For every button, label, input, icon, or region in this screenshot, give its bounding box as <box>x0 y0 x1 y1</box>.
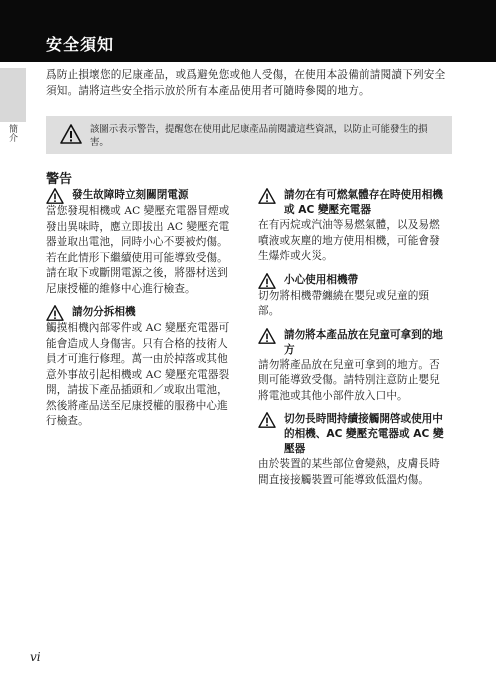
warning-item <box>46 305 236 430</box>
warning-item-title: 發生故障時立刻關閉電源 <box>72 189 189 201</box>
warning-item <box>258 412 448 488</box>
warning-triangle-icon <box>258 412 276 432</box>
warning-item-title: 請勿分拆相機 <box>72 306 136 318</box>
warning-item-body: 由於裝置的某些部位會變熱，皮膚長時間直接接觸裝置可能導致低溫灼傷。 <box>258 458 440 486</box>
warning-triangle-icon <box>60 124 82 148</box>
warning-notice-box <box>46 116 452 154</box>
warning-triangle-icon <box>258 328 276 348</box>
page-header <box>0 0 496 62</box>
warning-item-body: 當您發現相機或 AC 變壓充電器冒煙或發出異味時，應立即拔出 AC 變壓充電器並取出電池，同時小心不要被灼傷。若在此情形下繼續使用可能導致受傷。請在取下或斷開電源之後，將器材送到尼康授權的維修中心進行檢查。 <box>46 205 230 295</box>
intro-paragraph: 爲防止損壞您的尼康產品，或爲避免您或他人受傷，在使用本設備前請閱讀下列安全須知。請將這些安全指示放於所有本產品使用者可隨時參閱的地方。 <box>46 69 446 97</box>
warning-triangle-icon <box>46 305 64 325</box>
warning-item <box>46 188 236 297</box>
warning-item-title: 請勿將本產品放在兒童可拿到的地方 <box>284 328 443 356</box>
warning-item-title: 小心使用相機帶 <box>284 273 359 286</box>
warning-item-body: 觸摸相機內部零件或 AC 變壓充電器可能會造成人身傷害。只有合格的技術人員才可進行修理。萬一由於掉落或其他意外事故引起相機或 AC 變壓充電器裂開，請拔下產品插頭和／或取出電池，然後將產品送至尼康授權的服務中心進行檢查。 <box>46 322 230 427</box>
warning-triangle-icon <box>258 188 276 208</box>
warning-item <box>258 188 448 265</box>
page-title: 安全須知 <box>46 35 115 54</box>
warning-item-title: 請勿在有可燃氣體存在時使用相機或 AC 變壓充電器 <box>284 189 443 216</box>
side-tab <box>0 68 26 122</box>
right-column <box>258 188 448 496</box>
warning-item <box>258 328 448 405</box>
warning-item-body: 切勿將相機帶纏繞在嬰兒或兒童的頸部。 <box>258 289 430 317</box>
side-tab-label: 簡介 <box>7 124 17 142</box>
warning-notice-text: 該圖示表示警告，提醒您在使用此尼康產品前閱讀這些資訊，以防止可能發生的損害。 <box>90 124 428 148</box>
warning-item <box>258 273 448 320</box>
warning-item-title: 切勿長時間持續接觸開啓或使用中的相機、AC 變壓充電器或 AC 變壓器 <box>284 413 444 455</box>
warning-triangle-icon <box>258 273 276 293</box>
warning-triangle-icon <box>46 188 64 208</box>
page-number: vi <box>30 650 41 664</box>
section-title-warning: 警告 <box>46 172 73 187</box>
warning-item-body: 請勿將產品放在兒童可拿到的地方。否則可能導致受傷。請特別注意防止嬰兒將電池或其他小部件放入口中。 <box>258 358 440 402</box>
warning-item-body: 在有丙烷或汽油等易燃氣體，以及易燃噴液或灰塵的地方使用相機，可能會發生爆炸或火災。 <box>258 219 440 262</box>
left-column <box>46 188 236 438</box>
